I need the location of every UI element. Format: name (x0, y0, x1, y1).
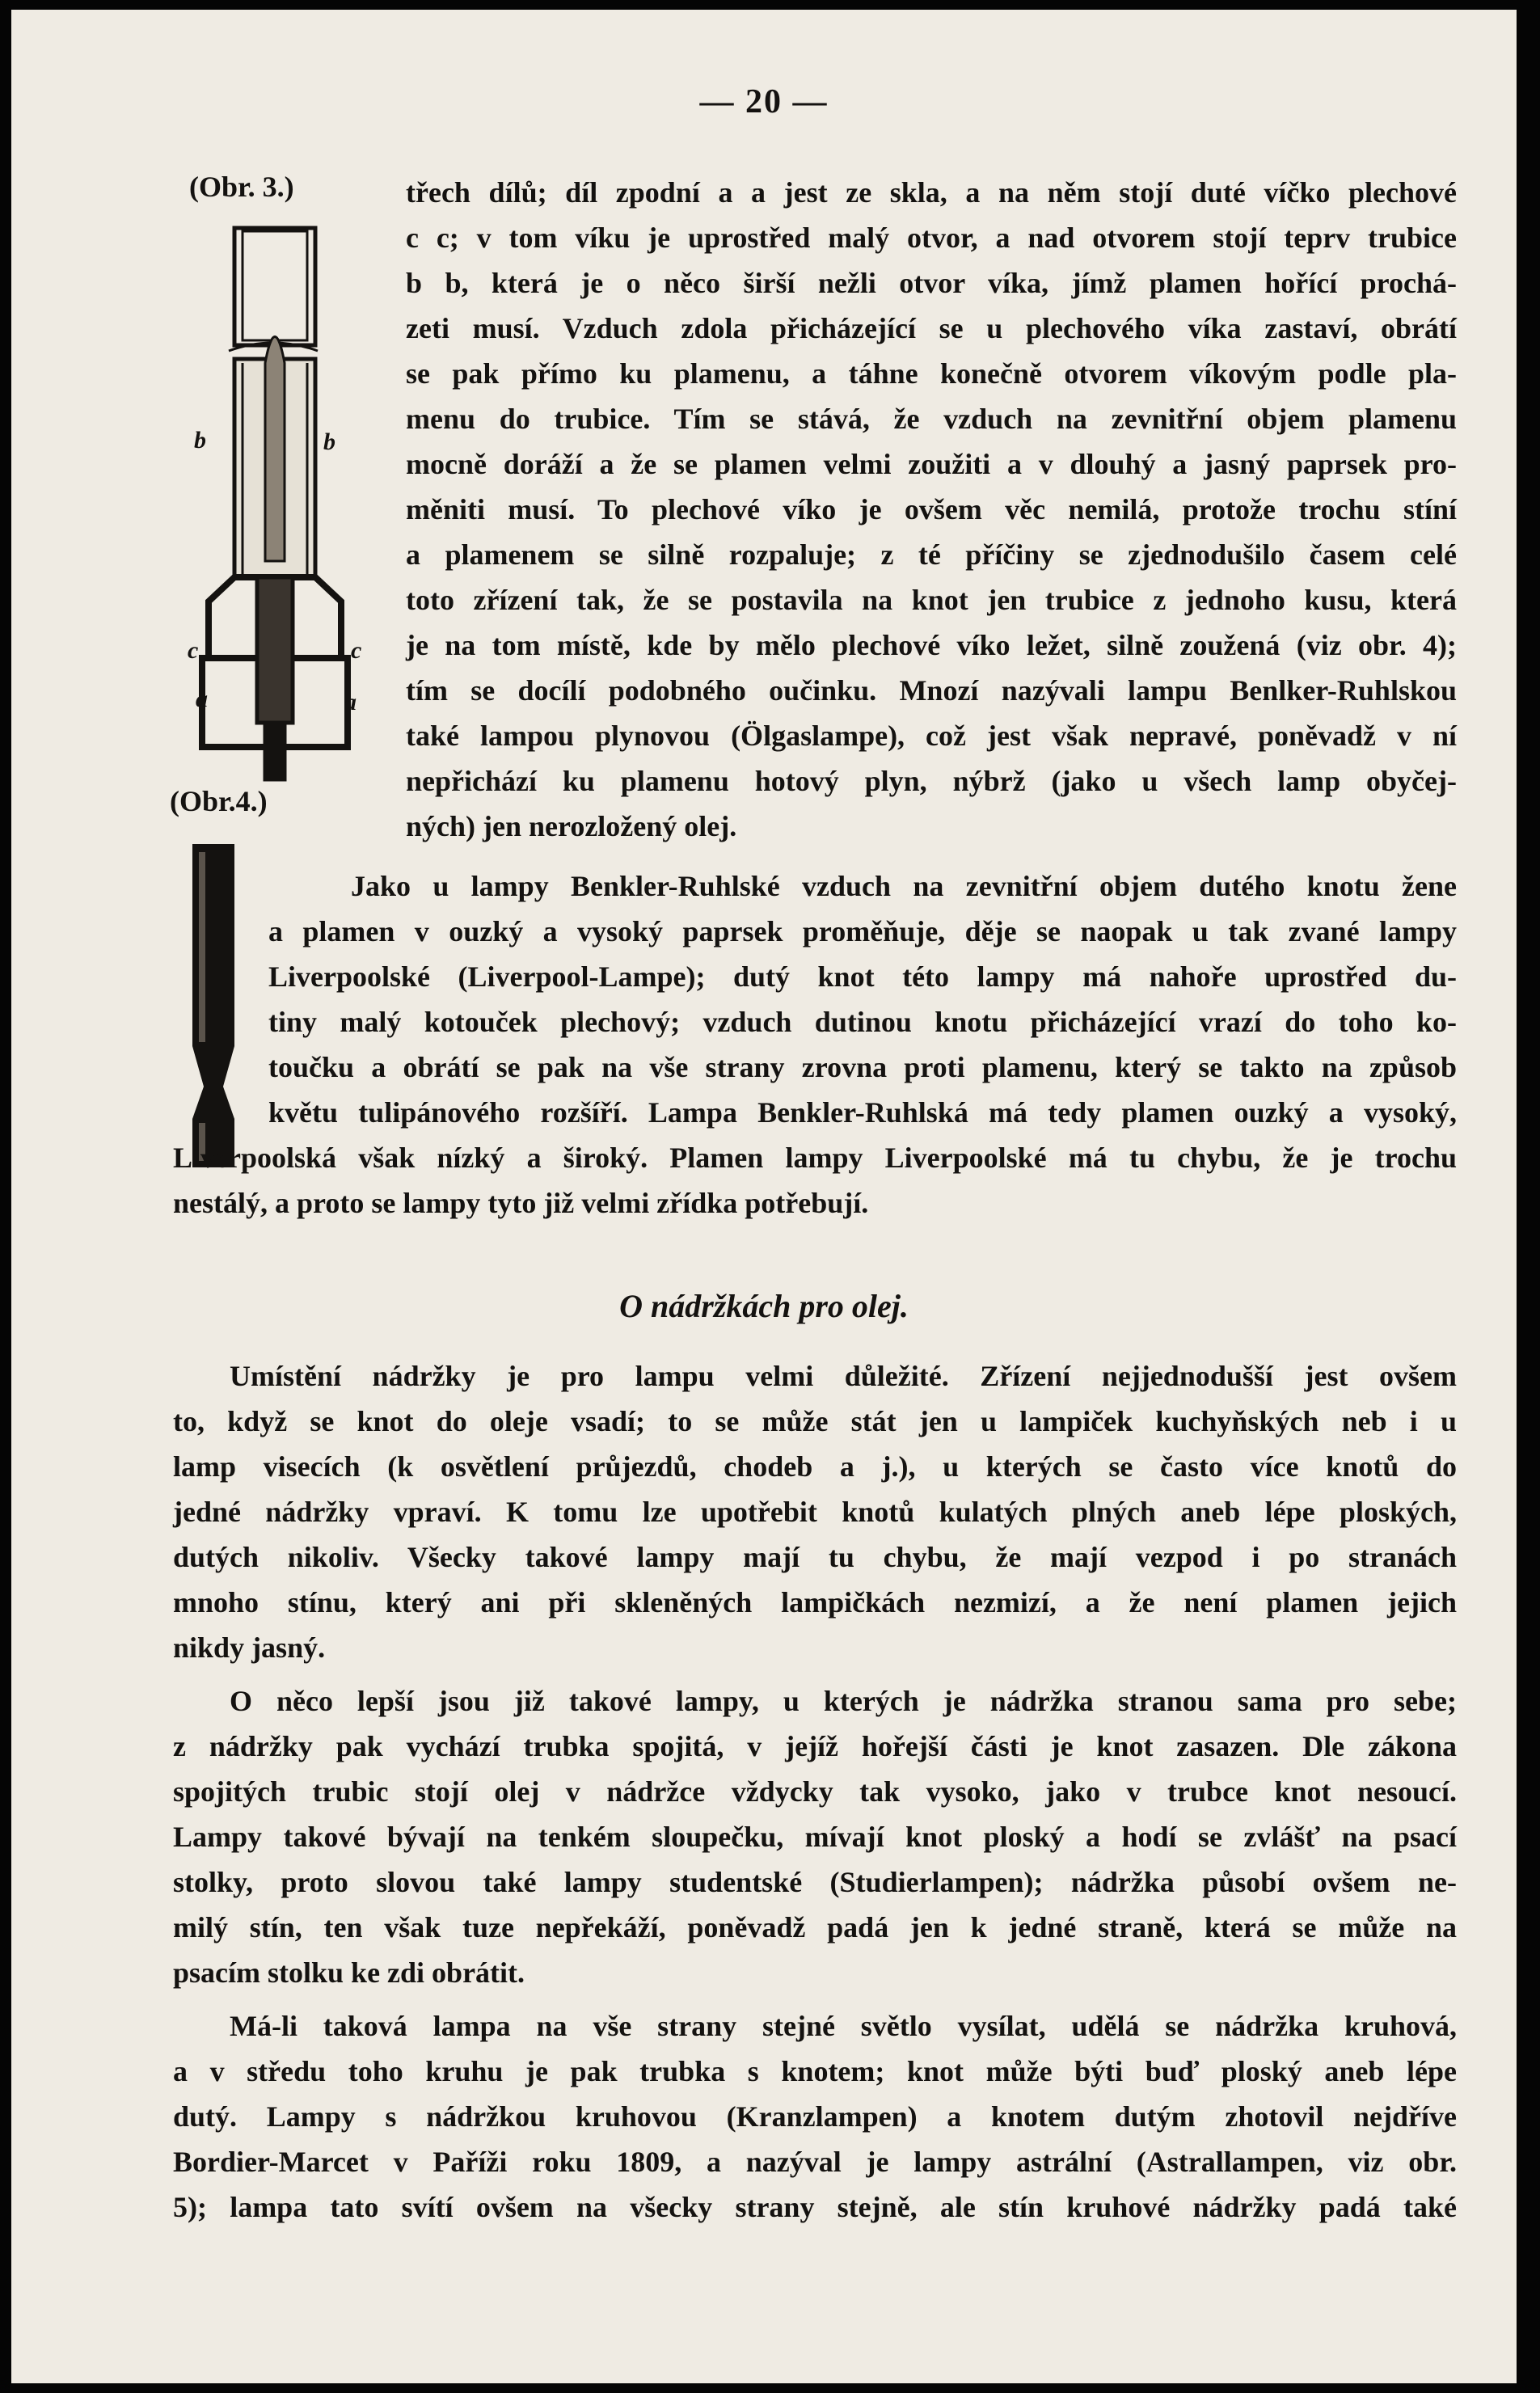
text-line: a plamenem se silně rozpaluje; z té příčiny se zjednodušilo časem celé (406, 538, 1457, 571)
page-number: — 20 — (699, 83, 829, 120)
text-line: dutý. Lampy s nádržkou kruhovou (Kranzlampen) a knotem dutým zhotovil nejdříve (173, 2100, 1457, 2133)
figure-3-letter-b-right: b (323, 428, 335, 455)
text-line: nikdy jasný. (173, 1631, 326, 1664)
figure-3-label: (Obr. 3.) (189, 171, 294, 203)
text-line: milý stín, ten však tuze nepřekáží, poněvadž padá jen k jedné straně, která se může na (173, 1911, 1457, 1944)
figure-3-letter-a-left: a (196, 686, 208, 712)
figure-3-letter-b-left: b (194, 427, 206, 454)
text-line: tím se docílí podobného oučinku. Mnozí nazývali lampu Benlker-Ruhlskou (406, 674, 1457, 707)
book-page (11, 10, 1517, 2383)
text-line: je na tom místě, kde by mělo plechové víko ležet, silně zoužená (viz obr. 4); (406, 629, 1457, 661)
text-line: ných) jen nerozložený olej. (406, 810, 737, 842)
text-line: a v středu toho kruhu je pak trubka s knotem; knot může býti buď ploský aneb lépe (173, 2055, 1457, 2087)
paragraph-5 (11, 10, 1517, 2383)
text-line: zeti musí. Vzduch zdola přicházející se u plechového víka zastaví, obrátí (406, 312, 1457, 344)
text-line: nepřichází ku plamenu hotový plyn, nýbrž (jako u všech lamp obyčej- (406, 765, 1457, 797)
text-line: b b, která je o něco širší nežli otvor víka, jímž plamen hořící prochá- (406, 267, 1457, 299)
text-line: stolky, proto slovou také lampy studentské (Studierlampen); nádržka působí ovšem ne- (173, 1866, 1457, 1898)
text-line: Jako u lampy Benkler-Ruhlské vzduch na zevnitřní objem dutého knotu žene (351, 870, 1457, 902)
figure-4-label: (Obr.4.) (170, 785, 268, 817)
text-line: lamp visecích (k osvětlení průjezdů, chodeb a j.), u kterých se často více knotů do (173, 1450, 1457, 1483)
text-line: Bordier-Marcet v Paříži roku 1809, a nazýval je lampy astrální (Astrallampen, viz obr. (173, 2146, 1457, 2178)
text-line: toučku a obrátí se pak na vše strany zrovna proti plamenu, který se takto na způsob (268, 1051, 1457, 1083)
text-line: 5); lampa tato svítí ovšem na všecky strany stejně, ale stín kruhové nádržky padá také (173, 2191, 1457, 2223)
text-line: jedné nádržky vpraví. K tomu lze upotřebit knotů kulatých plných aneb lépe ploských, (173, 1496, 1457, 1528)
text-line: c c; v tom víku je uprostřed malý otvor, a nad otvorem stojí teprv trubice (406, 222, 1457, 254)
text-line: menu do trubice. Tím se stává, že vzduch na zevnitřní objem plamenu (406, 403, 1457, 435)
text-line: tiny malý kotouček plechový; vzduch dutinou knotu přicházející vrazí do toho ko- (268, 1006, 1457, 1038)
text-line: třech dílů; díl zpodní a a jest ze skla, a na něm stojí duté víčko plechové (406, 176, 1457, 209)
text-line: také lampou plynovou (Ölgaslampe), což jest však nepravé, poněvadž v ní (406, 720, 1457, 752)
text-line: Má-li taková lampa na vše strany stejné světlo vysílat, udělá se nádržka kruhová, (230, 2010, 1457, 2042)
text-line: mnoho stínu, který ani při skleněných lampičkách nezmizí, a že není plamen jejich (173, 1586, 1457, 1619)
text-line: mocně doráží a že se plamen velmi zoužiti a v dlouhý a jasný paprsek pro- (406, 448, 1457, 480)
text-line: O něco lepší jsou již takové lampy, u kterých je nádržka stranou sama pro sebe; (230, 1685, 1457, 1717)
text-line: to, když se knot do oleje vsadí; to se může stát jen u lampiček kuchyňských neb i u (173, 1405, 1457, 1437)
text-line: spojitých trubic stojí olej v nádržce vždycky tak vysoko, jako v trubce knot nesoucí. (173, 1775, 1457, 1808)
text-line: psacím stolku ke zdi obrátit. (173, 1956, 525, 1989)
text-line: z nádržky pak vychází trubka spojitá, v jejíž hořejší části je knot zasazen. Dle zákona (173, 1730, 1457, 1762)
text-line: Lampy takové bývají na tenkém sloupečku, mívají knot ploský a hodí se zvlášť na psací (173, 1821, 1457, 1853)
figure-3-letter-c-right: c (351, 637, 362, 664)
text-line: a plamen v ouzký a vysoký paprsek proměňuje, děje se naopak u tak zvané lampy (268, 915, 1457, 947)
text-line: Liverpoolská však nízký a široký. Plamen lampy Liverpoolské má tu chybu, že je trochu (173, 1142, 1457, 1174)
text-line: dutých nikoliv. Všecky takové lampy mají tu chybu, že mají vezpod i po stranách (173, 1541, 1457, 1573)
figure-3-letter-c-left: c (188, 637, 199, 664)
text-line: Liverpoolské (Liverpool-Lampe); dutý knot této lampy má nahoře uprostřed du- (268, 960, 1457, 993)
text-line: nestálý, a proto se lampy tyto již velmi zřídka potřebují. (173, 1187, 869, 1219)
figure-3-letter-a-right: a (344, 689, 357, 715)
text-line: toto zřízení tak, že se postavila na knot jen trubice z jednoho kusu, která (406, 584, 1457, 616)
text-line: Umístění nádržky je pro lampu velmi důležité. Zřízení nejjednodušší jest ovšem (230, 1360, 1457, 1392)
section-heading: O nádržkách pro olej. (619, 1288, 909, 1324)
text-line: měniti musí. To plechové víko je ovšem věc nemilá, protože trochu stíní (406, 493, 1457, 525)
text-line: květu tulipánového rozšíří. Lampa Benkler-Ruhlská má tedy plamen ouzký a vysoký, (268, 1096, 1457, 1129)
text-line: se pak přímo ku plamenu, a táhne konečně otvorem víkovým podle pla- (406, 357, 1457, 390)
